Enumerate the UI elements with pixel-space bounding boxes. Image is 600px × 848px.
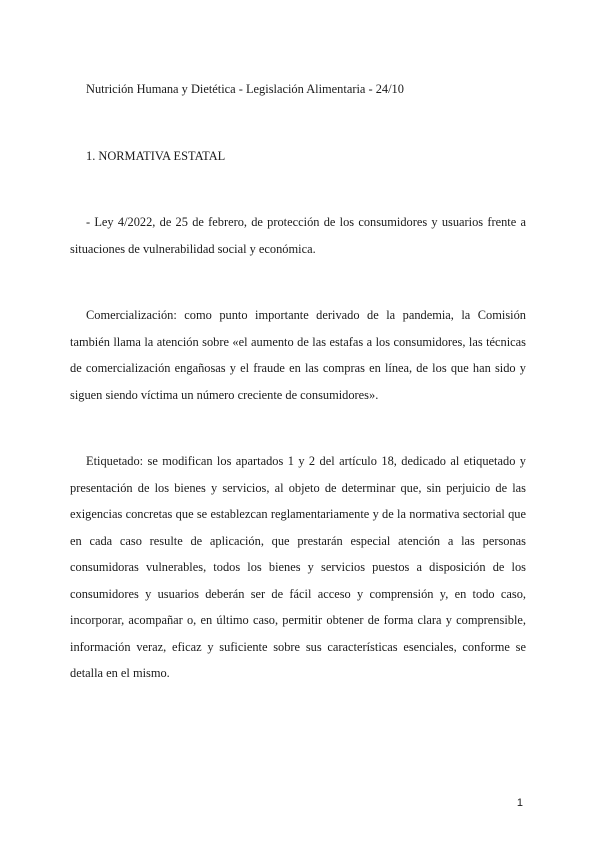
page-number: 1 <box>516 797 523 809</box>
page-content <box>70 76 526 687</box>
paragraph-etiquetado: Etiquetado: se modifican los apartados 1 y 2 del artículo 18, dedicado al etiquetado y presentación de los bienes y servicios, al objeto de determinar que, sin perjuicio de las exigencias concretas que se establezcan reglamentariamente y de la normativa sectorial que en cada caso resulte de aplicación, que prestarán especial atención a las personas consumidoras vulnerables, todos los bienes y servicios puestos a disposición de los consumidores y usuarios deberán ser de fácil acceso y comprensión y, en todo caso, incorporar, acompañar o, en último caso, permitir obtener de forma clara y comprensible, información veraz, eficaz y suficiente sobre sus características esenciales, conforme se detalla en el mismo. <box>70 454 526 680</box>
document-header: Nutrición Humana y Dietética - Legislación Alimentaria - 24/10 <box>86 82 404 96</box>
section-title: 1. NORMATIVA ESTATAL <box>86 148 226 163</box>
paragraph-law: - Ley 4/2022, de 25 de febrero, de protección de los consumidores y usuarios frente a situaciones de vulnerabilidad social y económica. <box>70 215 526 256</box>
paragraph-comercializacion: Comercialización: como punto importante derivado de la pandemia, la Comisión también llama la atención sobre «el aumento de las estafas a los consumidores, las técnicas de comercialización engañosas y el fraude en las compras en línea, de los que han sido y siguen siendo víctima un número creciente de consumidores». <box>70 308 526 402</box>
